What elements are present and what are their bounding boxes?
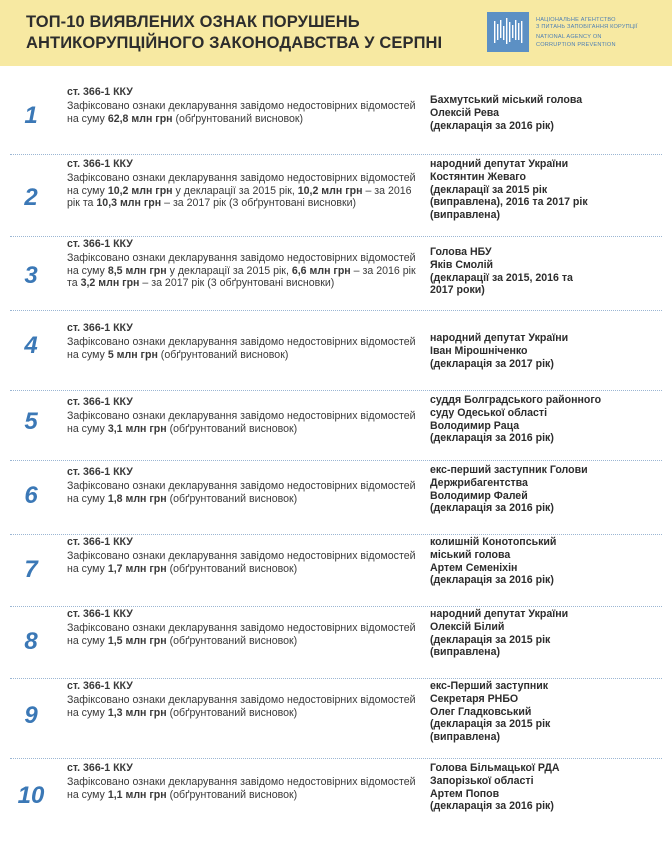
description-text: Зафіксовано ознаки декларування завідомо недостовірних відомостей на суму (67, 171, 416, 197)
official-line: суду Одеської області (430, 406, 548, 419)
amount-text: 1,1 млн грн (107, 788, 167, 801)
description-text: Зафіксовано ознаки декларування завідомо недостовірних відомостей на суму (67, 549, 416, 575)
official-line: Запорізької області (430, 774, 534, 787)
violation-description (67, 322, 422, 361)
official-info (430, 536, 630, 587)
description-text: у декларації за 2015 рік, (172, 184, 298, 197)
official-line: (декларація за 2017 рік) (430, 357, 554, 370)
description-text: – за 2017 рік (3 обґрунтовані висновки) (139, 277, 335, 290)
description-text: (обґрунтований висновок) (166, 706, 298, 719)
description-text: – за 2016 рік та (67, 184, 412, 210)
official-info (430, 464, 630, 515)
row-divider (10, 390, 662, 391)
official-line: народний депутат України (430, 332, 569, 344)
official-info (430, 246, 630, 297)
official-line: міський голова (430, 548, 511, 561)
article-reference: ст. 366-1 ККУ (67, 466, 133, 478)
description-text: Зафіксовано ознаки декларування завідомо недостовірних відомостей на суму (67, 621, 416, 647)
violation-description (67, 158, 422, 210)
amount-text: 6,6 млн грн (291, 264, 351, 277)
official-info (430, 158, 630, 222)
agency-name (536, 17, 672, 49)
official-line: екс-Перший заступник (430, 680, 549, 692)
official-line: Бахмутський міський голова (430, 94, 583, 106)
official-line: (декларації за 2015, 2016 та (430, 271, 573, 284)
amount-text: 5 млн грн (107, 348, 158, 361)
description-text: (обґрунтований висновок) (172, 112, 304, 125)
row-divider (10, 678, 662, 679)
amount-text: 1,5 млн грн (107, 634, 167, 647)
official-line: (декларація за 2016 рік) (430, 574, 554, 587)
description-text: (обґрунтований висновок) (166, 788, 298, 801)
article-reference: ст. 366-1 ККУ (67, 608, 133, 620)
description-text: Зафіксовано ознаки декларування завідомо недостовірних відомостей на суму (67, 479, 416, 505)
item-number: 8 (24, 628, 38, 655)
title-line-2: АНТИКОРУПЦІЙНОГО ЗАКОНОДАВСТВА У СЕРПНІ (26, 34, 443, 52)
item-number: 10 (17, 782, 45, 809)
description-text: (обґрунтований висновок) (166, 634, 298, 647)
violation-description (67, 608, 422, 647)
row-divider (10, 154, 662, 155)
agency-name-en-2: CORRUPTION PREVENTION (536, 41, 616, 48)
amount-text: 10,2 млн грн (107, 184, 173, 197)
article-reference: ст. 366-1 ККУ (67, 158, 133, 170)
description-text: – за 2017 рік (3 обґрунтовані висновки) (161, 197, 357, 210)
official-line: (декларації за 2015 рік (430, 183, 548, 196)
description-text: Зафіксовано ознаки декларування завідомо недостовірних відомостей на суму (67, 99, 416, 125)
official-line: (декларація за 2016 рік) (430, 432, 554, 445)
official-line: (декларація за 2015 рік (430, 633, 551, 646)
amount-text: 3,2 млн грн (80, 277, 140, 290)
official-line: колишній Конотопський (430, 536, 557, 548)
official-line: (виправлена) (430, 646, 500, 659)
amount-text: 10,2 млн грн (297, 184, 363, 197)
description-text: Зафіксовано ознаки декларування завідомо недостовірних відомостей на суму (67, 693, 416, 719)
amount-text: 10,3 млн грн (96, 197, 162, 210)
amount-text: 1,3 млн грн (107, 706, 167, 719)
amount-text: 3,1 млн грн (107, 422, 167, 435)
row-divider (10, 460, 662, 461)
official-line: (виправлена) (430, 731, 500, 744)
violation-description (67, 762, 422, 801)
violation-description (67, 238, 422, 290)
official-line: (виправлена) (430, 209, 500, 222)
article-reference: ст. 366-1 ККУ (67, 86, 133, 98)
amount-text: 1,7 млн грн (107, 562, 167, 575)
official-line: народний депутат України (430, 608, 569, 620)
official-line: народний депутат України (430, 158, 569, 170)
description-text: Зафіксовано ознаки декларування завідомо недостовірних відомостей на суму (67, 775, 416, 801)
official-info (430, 94, 630, 132)
violation-description (67, 536, 422, 575)
description-text: (обґрунтований висновок) (166, 422, 298, 435)
row-divider (10, 534, 662, 535)
amount-text: 1,8 млн грн (107, 492, 167, 505)
article-reference: ст. 366-1 ККУ (67, 680, 133, 692)
article-reference: ст. 366-1 ККУ (67, 762, 133, 774)
description-text: Зафіксовано ознаки декларування завідомо недостовірних відомостей на суму (67, 251, 416, 277)
item-number: 2 (24, 184, 38, 211)
article-reference: ст. 366-1 ККУ (67, 322, 133, 334)
official-line: суддя Болградського районного (430, 394, 602, 406)
description-text: (обґрунтований висновок) (166, 562, 298, 575)
official-line: Костянтин Жеваго (430, 170, 526, 183)
official-line: Олексій Рева (430, 106, 499, 119)
official-info (430, 394, 630, 445)
violation-description (67, 466, 422, 505)
item-number: 5 (24, 408, 38, 435)
item-number: 4 (24, 332, 38, 359)
official-line: Артем Семеніхін (430, 561, 518, 574)
article-reference: ст. 366-1 ККУ (67, 536, 133, 548)
official-line: Олег Гладковський (430, 705, 532, 718)
title-line-1: ТОП-10 ВИЯВЛЕНИХ ОЗНАК ПОРУШЕНЬ (26, 13, 360, 31)
official-line: Секретаря РНБО (430, 692, 519, 705)
row-divider (10, 310, 662, 311)
amount-text: 8,5 млн грн (107, 264, 167, 277)
official-line: Володимир Фалей (430, 489, 528, 502)
item-number: 3 (24, 262, 38, 289)
description-text: Зафіксовано ознаки декларування завідомо недостовірних відомостей на суму (67, 409, 416, 435)
official-info (430, 762, 630, 813)
official-line: (декларація за 2016 рік) (430, 119, 554, 132)
official-line: (декларація за 2016 рік) (430, 800, 554, 813)
official-line: (декларація за 2015 рік (430, 718, 551, 731)
official-line: (декларація за 2016 рік) (430, 502, 554, 515)
official-line: (виправлена), 2016 та 2017 рік (430, 196, 588, 209)
item-number: 7 (24, 556, 38, 583)
row-divider (10, 606, 662, 607)
article-reference: ст. 366-1 ККУ (67, 396, 133, 408)
agency-logo-icon (487, 12, 529, 52)
page-title (26, 12, 466, 54)
agency-name-ua-2: З ПИТАНЬ ЗАПОБІГАННЯ КОРУПЦІЇ (536, 24, 638, 31)
official-line: Яків Смолій (430, 258, 494, 271)
item-number: 1 (24, 102, 38, 129)
violation-description (67, 680, 422, 719)
row-divider (10, 236, 662, 237)
description-text: – за 2016 рік та (67, 264, 416, 290)
article-reference: ст. 366-1 ККУ (67, 238, 133, 250)
official-line: екс-перший заступник Голови (430, 464, 588, 476)
official-line: Володимир Раца (430, 419, 520, 432)
item-number: 6 (24, 482, 38, 509)
official-info (430, 680, 630, 744)
description-text: (обґрунтований висновок) (166, 492, 298, 505)
official-line: Іван Мірошніченко (430, 344, 528, 357)
agency-name-ua-1: НАЦІОНАЛЬНЕ АГЕНТСТВО (536, 17, 616, 23)
header-banner (0, 0, 672, 66)
official-line: Держрибагентства (430, 476, 528, 489)
official-info (430, 332, 630, 370)
description-text: у декларації за 2015 рік, (166, 264, 292, 277)
official-line: Олексій Білий (430, 620, 505, 633)
official-line: Артем Попов (430, 787, 500, 800)
official-line: Голова НБУ (430, 246, 492, 258)
amount-text: 62,8 млн грн (107, 112, 173, 125)
agency-name-en-1: NATIONAL AGENCY ON (536, 34, 602, 41)
official-info (430, 608, 630, 659)
item-number: 9 (24, 702, 38, 729)
violation-description (67, 396, 422, 435)
row-divider (10, 758, 662, 759)
description-text: (обґрунтований висновок) (157, 348, 289, 361)
violation-description (67, 86, 422, 125)
official-line: 2017 роки) (430, 284, 485, 297)
official-line: Голова Більмацької РДА (430, 762, 560, 774)
description-text: Зафіксовано ознаки декларування завідомо недостовірних відомостей на суму (67, 335, 416, 361)
